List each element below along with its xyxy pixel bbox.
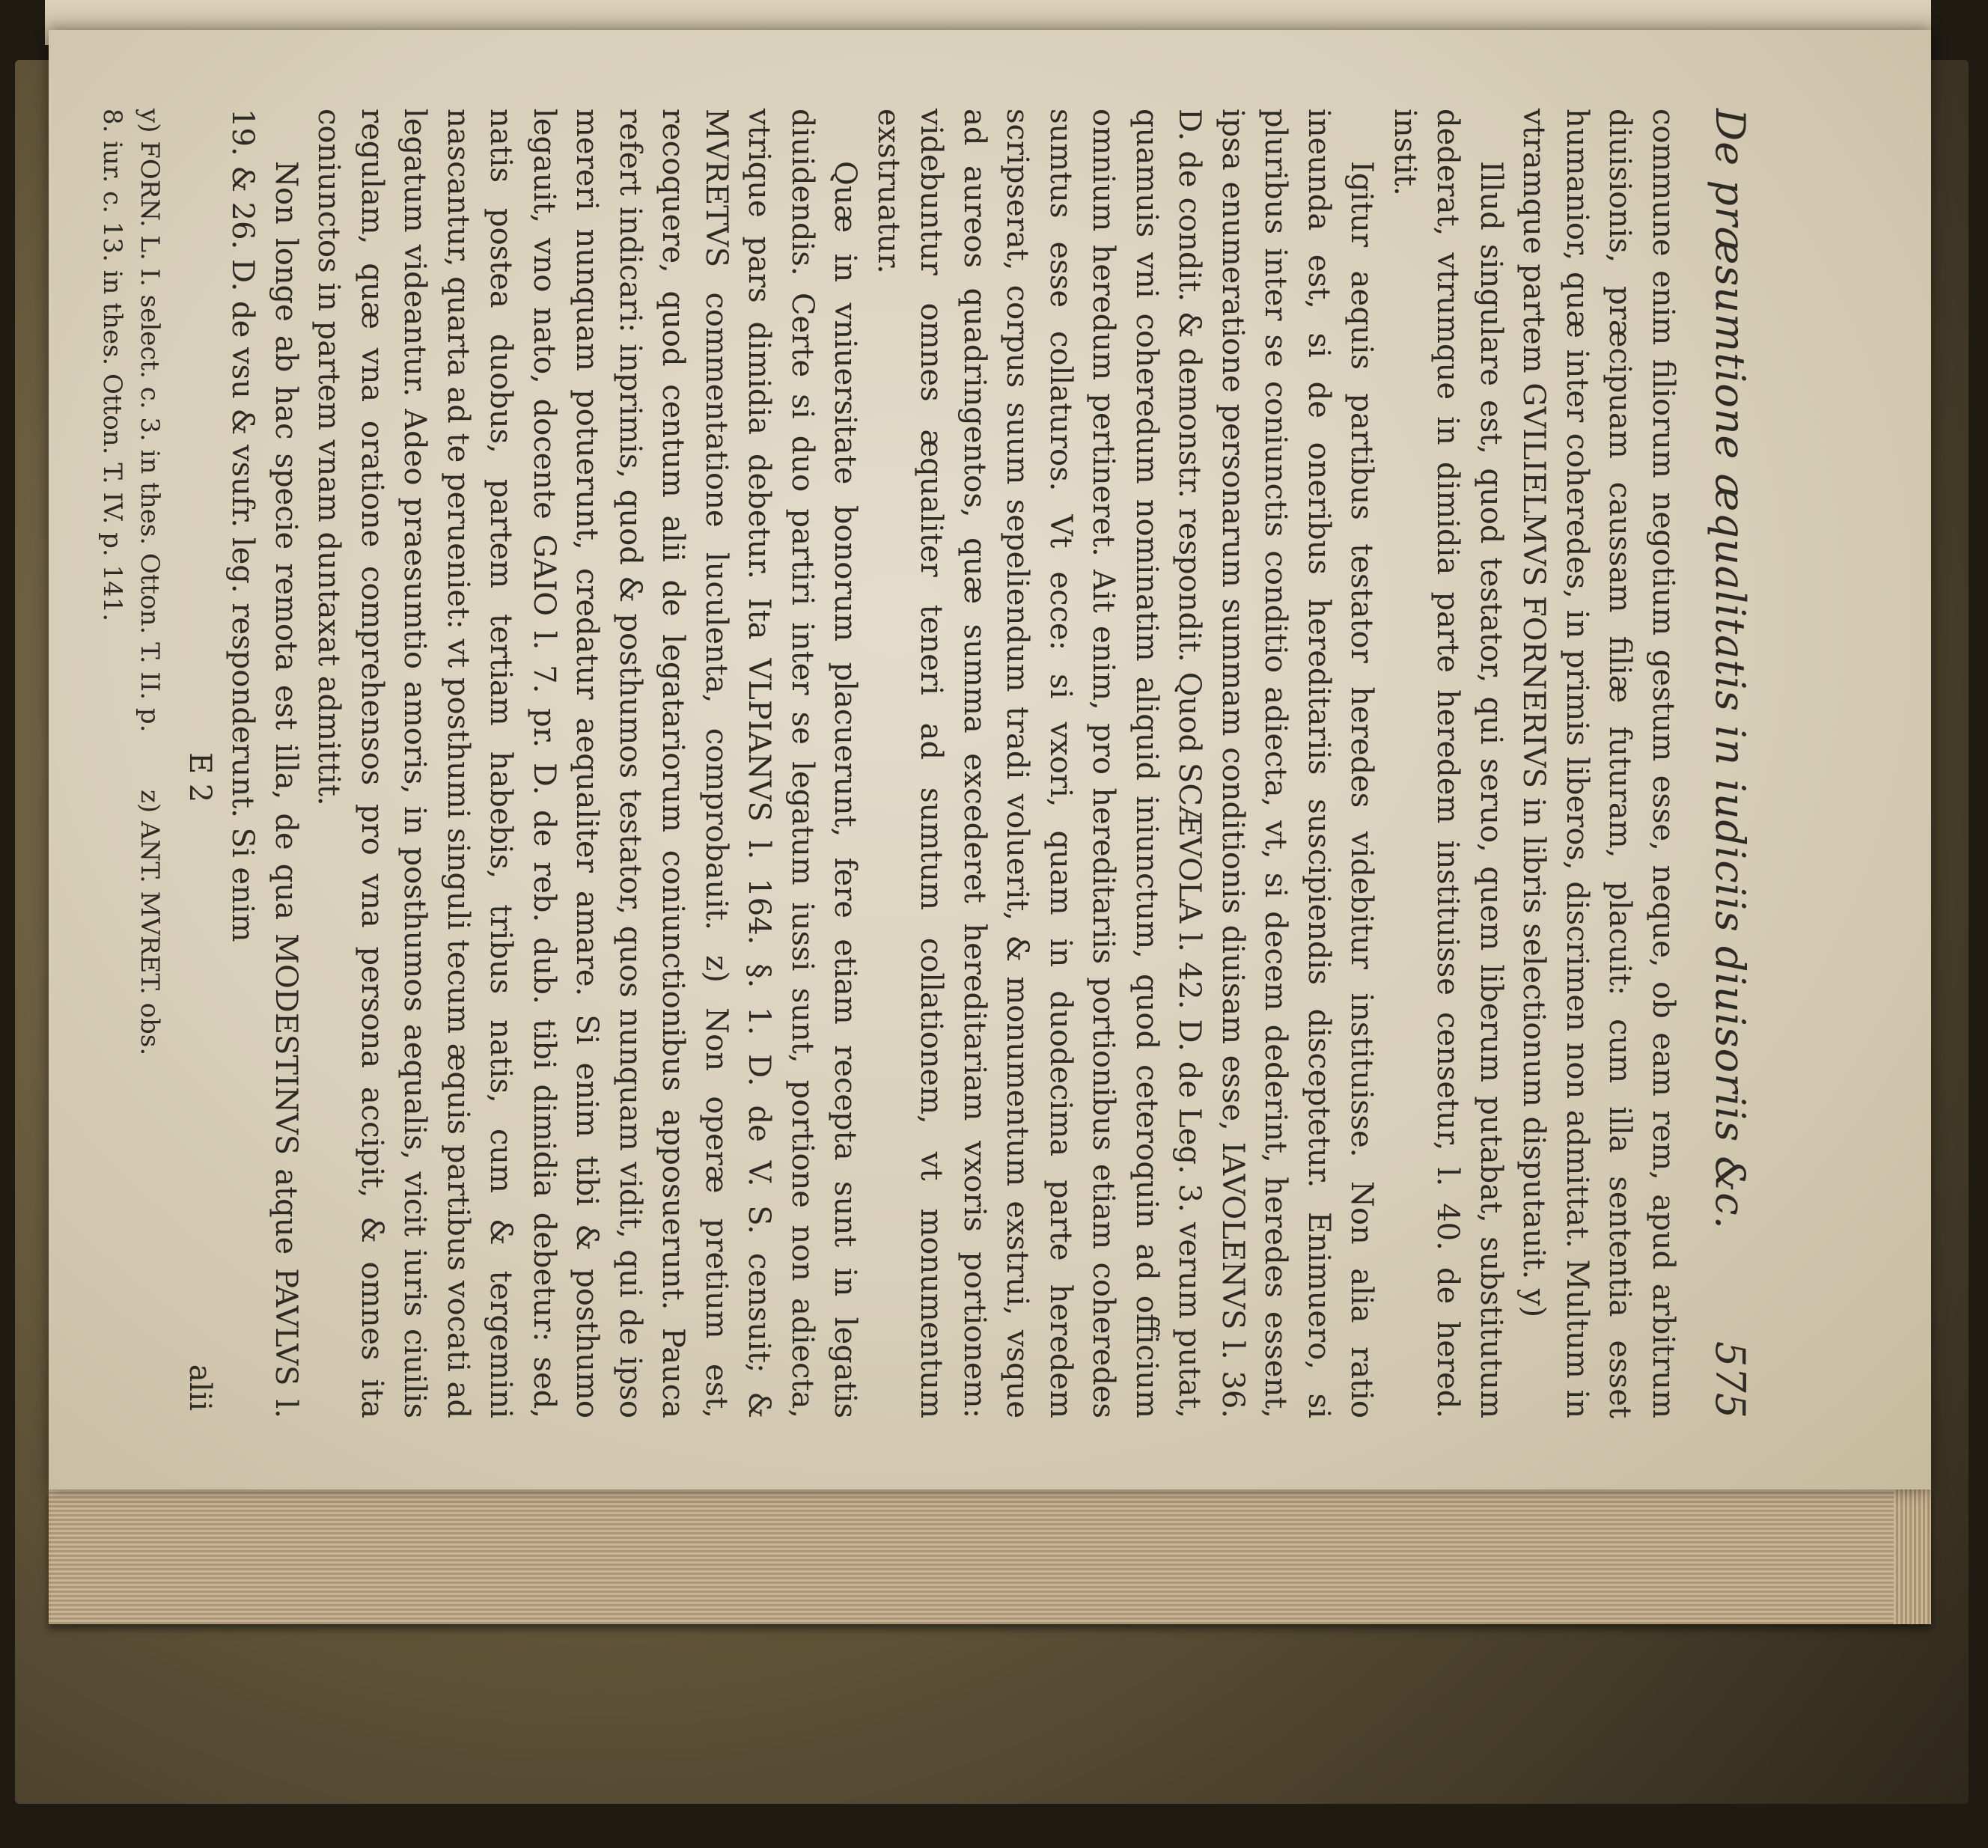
body-text (221, 109, 1684, 1418)
paragraph: commune enim filiorum negotium gestum esse, neque, ob eam rem, apud arbitrum diuisionis, præcipuam caussam filiæ futuram, placuit: cum illa sententia esset humanior, quæ inter coheredes, in primis liberos, discrimen non admittat. Multum in vtramque partem GVILIELMVS FORNERIVS in libris selectionum disputauit. y) (1516, 109, 1680, 1418)
footnote-y: y) FORN. L. I. select. c. 3. in thes. Otton. T. II. p. 8. iur. c. 13. in thes. Otton. T. IV. p. 141. (97, 109, 165, 733)
page-number: 575 (1707, 1341, 1754, 1418)
signature-mark: E 2 (183, 752, 217, 803)
signature-row (178, 109, 222, 1418)
catchword: alii (183, 1364, 217, 1411)
printed-text-area (97, 109, 1754, 1418)
running-head (1684, 109, 1754, 1418)
text-block-edge (49, 1489, 1931, 1624)
paragraph: Quæ in vniuersitate bonorum placuerunt, fere etiam recepta sunt in legatis diuidendis. Certe si duo partiri inter se legatum iussi sunt, portione non adiecta, vtrique pars dimidia debetur. Ita VLPIANVS l. 164. §. 1. D. de V. S. censuit; & MVRETVS commentatione luculenta, comprobauit. z) Non operæ pretium est, recoquere, quod centum alii de legatariorum coniunctionibus apposuerunt. Pauca refert indicari: inprimis, quod & posthumos testator, quos nunquam vidit, qui de ipso mereri nunquam potuerunt, credatur aequaliter amare. Si enim tibi & posthumo legauit, vno nato, docente GAIO l. 7. pr. D. de reb. dub. tibi dimidia debetur: sed, natis postea duobus, partem tertiam habebis, tribus natis, cum & tergemini nascantur, quarta ad te perueniet: vt posthumi singuli tecum æquis partibus vocati ad legatum videantur. Adeo praesumtio amoris, in posthumos aequalis, vicit iuris ciuilis regulam, quæ vna oratione comprehensos pro vna persona accipit, & omnes ita coniunctos in partem vnam duntaxat admittit. (311, 109, 863, 1418)
paragraph: Igitur aequis partibus testator heredes videbitur instituisse. Non alia ratio ineunda est, si de oneribus hereditariis suscipiendis disceptetur. Enimuero, si pluribus inter se coniunctis conditio adiecta, vt, si decem dederint, heredes essent, ipsa enumeratione personarum summam conditionis diuisam esse, IAVOLENVS l. 36. D. de condit. & demonstr. respondit. Quod SCÆVOLA l. 42. D. de Leg. 3. verum putat, quamuis vni coheredum nominatim aliquid iniunctum, quod ceteroquin ad officium omnium heredum pertineret. Ait enim, pro hereditariis portionibus etiam coheredes sumtus esse collaturos. Vt ecce: si vxori, quam in duodecima parte heredem scripserat, corpus suum sepeliendum tradi voluerit, & monumentum exstrui, vsque ad aureos quadringentos, quæ summa excederet hereditariam vxoris portionem: videbuntur omnes æqualiter teneri ad sumtum collationem, vt monumentum exstruatur. (871, 109, 1379, 1418)
paragraph: Non longe ab hac specie remota est illa, de qua MODESTINVS atque PAVLVS l. 19. & 26. D. de vsu & vsufr. leg. responderunt. Si enim (225, 109, 303, 1418)
footnote-z: z) ANT. MVRET. obs. (135, 790, 165, 1056)
running-title: De præsumtione æqualitatis in iudiciis diuisoriis &c. (1707, 109, 1754, 1230)
footnotes (94, 109, 169, 1418)
paragraph: Illud singulare est, quod testator, qui seruo, quem liberum putabat, substitutum dederat, vtrumque in dimidia parte heredem instituisse censetur, l. 40. de hered. instit. (1388, 109, 1508, 1418)
